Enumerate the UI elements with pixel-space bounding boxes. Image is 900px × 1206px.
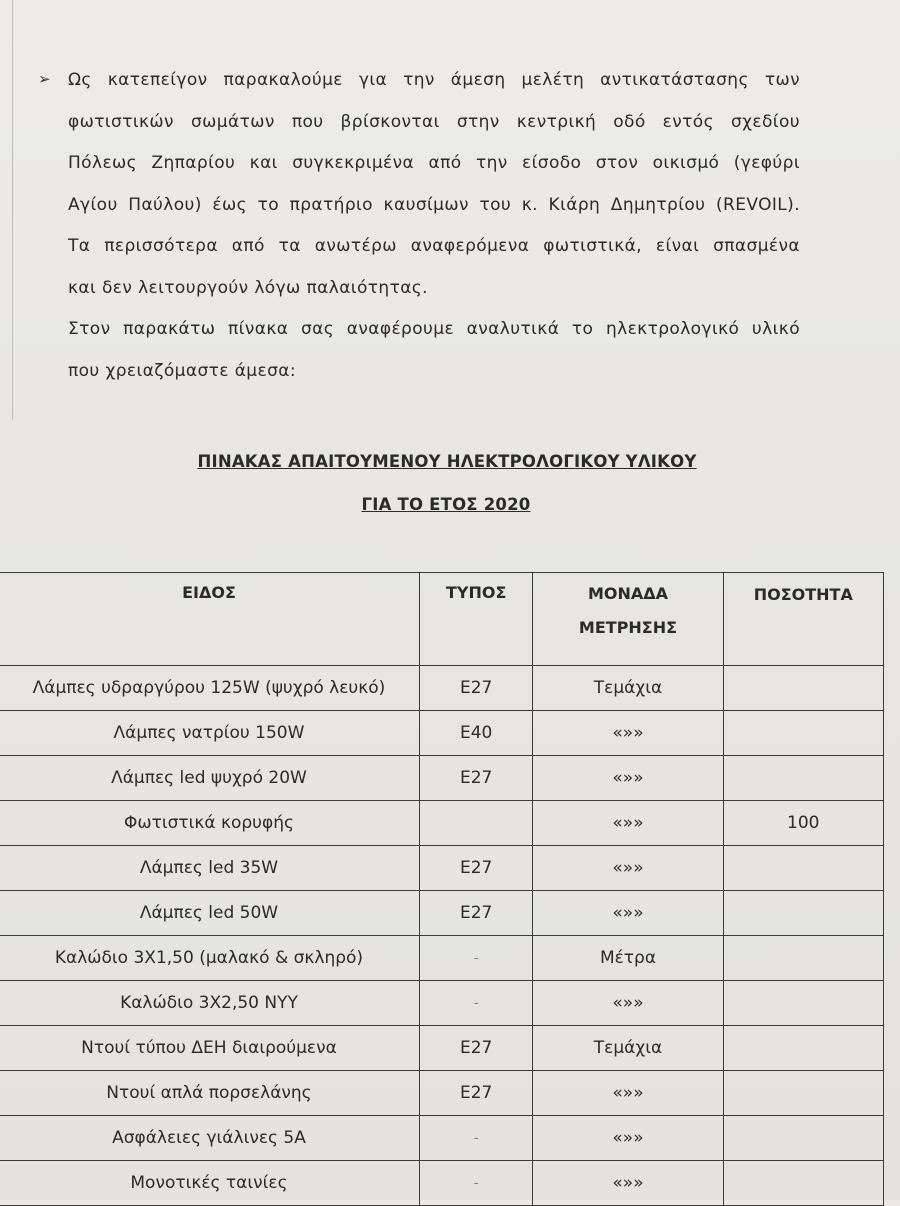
cell-type: E27 [419,1026,532,1071]
cell-type: E27 [419,666,532,711]
cell-item: Καλώδιο 3X1,50 (μαλακό & σκληρό) [0,936,419,981]
table-row [0,711,884,756]
cell-unit: «»» [533,981,723,1026]
cell-type: - [419,1161,532,1206]
intro-line: Τα περισσότερα από τα ανωτέρω αναφερόμενα φωτιστικά, είναι σπασμένα [68,236,800,256]
cell-item: Ντουί τύπου ΔΕΗ διαιρούμενα [0,1026,419,1071]
cell-unit: «»» [533,1071,723,1116]
cell-qty [723,1071,883,1116]
table-row [0,1116,884,1161]
table-row [0,1026,884,1071]
header-item: ΕΙΔΟΣ [0,573,419,666]
cell-unit: «»» [533,846,723,891]
cell-item: Καλώδιο 3X2,50 NYY [0,981,419,1026]
table-header-row [0,573,884,666]
cell-item: Μονοτικές ταινίες [0,1161,419,1206]
cell-type [419,801,532,846]
cell-item: Ντουί απλά πορσελάνης [0,1071,419,1116]
intro-line: Ως κατεπείγον παρακαλούμε για την άμεση μελέτη αντικατάστασης των [68,70,800,90]
table-subtitle: ΓΙΑ ΤΟ ΕΤΟΣ 2020 [361,495,531,514]
cell-type: E27 [419,756,532,801]
cell-type: E40 [419,711,532,756]
cell-unit: «»» [533,891,723,936]
header-unit-line1: ΜΟΝΑΔΑ [587,584,669,603]
table-row [0,801,884,846]
intro-line: φωτιστικών σωμάτων που βρίσκονται στην κεντρική οδό εντός σχεδίου [68,111,800,132]
cell-qty [723,936,883,981]
cell-type: E27 [419,891,532,936]
cell-item: Ασφάλειες γιάλινες 5A [0,1116,419,1161]
cell-unit: «»» [533,801,723,846]
table-row [0,756,884,801]
cell-unit: «»» [533,1116,723,1161]
cell-item: Λάμπες υδραργύρου 125W (ψυχρό λευκό) [0,666,419,711]
cell-qty [723,1116,883,1161]
bullet-arrow-icon: ➢ [38,70,51,88]
table-row [0,1161,884,1206]
cell-qty [723,666,883,711]
header-type: ΤΥΠΟΣ [419,573,532,666]
intro-line: που χρειαζόμαστε άμεσα: [68,360,297,381]
cell-unit: Μέτρα [533,936,723,981]
cell-item: Λάμπες led 35W [0,846,419,891]
table-row [0,1071,884,1116]
header-unit-line2: ΜΕΤΡΗΣΗΣ [578,618,678,637]
intro-line: Στον παρακάτω πίνακα σας αναφέρουμε αναλυτικά το ηλεκτρολογικό υλικό [68,319,800,339]
intro-paragraph [68,60,800,392]
table-title: ΠΙΝΑΚΑΣ ΑΠΑΙΤΟΥΜΕΝΟΥ ΗΛΕΚΤΡΟΛΟΓΙΚΟΥ ΥΛΙΚΟΥ [197,452,697,471]
table-row [0,666,884,711]
cell-qty [723,1161,883,1206]
cell-item: Φωτιστικά κορυφής [0,801,419,846]
cell-qty [723,981,883,1026]
cell-item: Λάμπες led ψυχρό 20W [0,756,419,801]
table-row [0,981,884,1026]
page-edge-line [12,0,13,420]
materials-table [0,572,884,1206]
header-unit [533,573,723,666]
intro-line: Αγίου Παύλου) έως το πρατήριο καυσίμων του κ. Κιάρη Δημητρίου (REVOIL). [68,194,800,215]
cell-type: - [419,981,532,1026]
intro-line: Πόλεως Ζηπαρίου και συγκεκριμένα από την είσοδο στον οικισμό (γεφύρι [68,153,800,173]
cell-item: Λάμπες led 50W [0,891,419,936]
intro-line: και δεν λειτουργούν λόγω παλαιότητας. [68,277,428,298]
cell-type: E27 [419,1071,532,1116]
cell-type: - [419,1116,532,1161]
cell-qty [723,756,883,801]
cell-item: Λάμπες νατρίου 150W [0,711,419,756]
cell-unit: «»» [533,756,723,801]
cell-unit: Τεμάχια [533,666,723,711]
header-quantity: ΠΟΣΟΤΗΤΑ [723,573,883,666]
cell-qty [723,711,883,756]
cell-unit: Τεμάχια [533,1026,723,1071]
table-row [0,891,884,936]
cell-type: E27 [419,846,532,891]
cell-unit: «»» [533,711,723,756]
table-row [0,846,884,891]
cell-qty [723,891,883,936]
cell-qty [723,846,883,891]
cell-qty [723,1026,883,1071]
cell-unit: «»» [533,1161,723,1206]
cell-qty: 100 [723,801,883,846]
table-row [0,936,884,981]
cell-type: - [419,936,532,981]
